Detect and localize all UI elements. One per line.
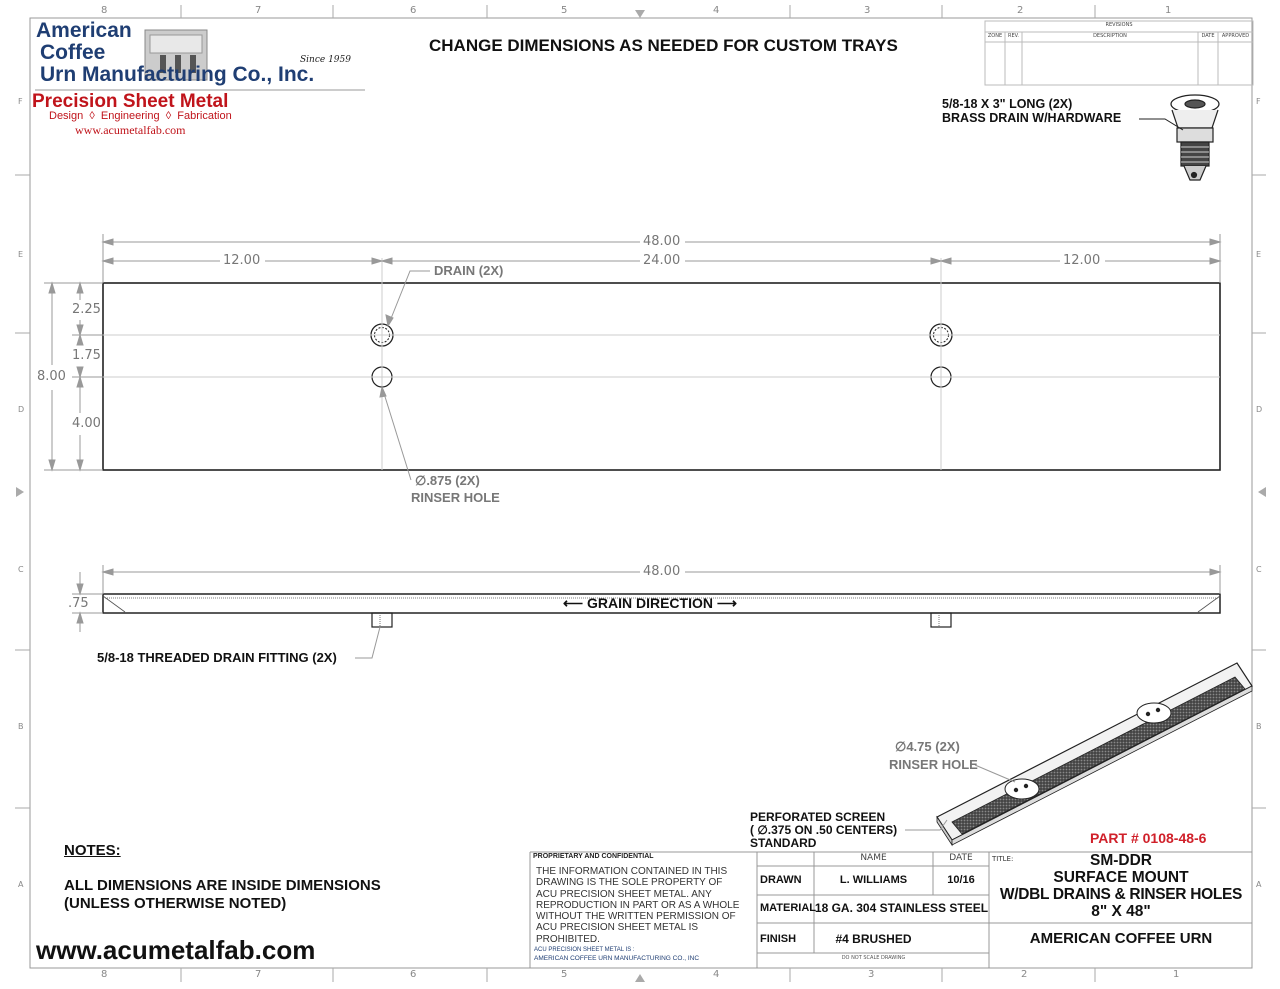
zone-number: 6 <box>410 969 417 980</box>
rinser-large-callout-line1: ∅4.75 (2X) <box>895 739 960 754</box>
zone-letter: E <box>1256 250 1262 259</box>
company-line: AMERICAN COFFEE URN MANUFACTURING CO., INC <box>534 955 700 962</box>
zone-letter: B <box>18 722 24 731</box>
finish-label: FINISH <box>760 933 797 945</box>
rinser-large-callout-line2: RINSER HOLE <box>889 757 978 772</box>
revisions-title: REVISIONS <box>1105 22 1133 28</box>
zone-letter: D <box>18 405 25 414</box>
dim-left-offset: 12.00 <box>223 253 261 268</box>
zone-letter: F <box>1256 97 1261 106</box>
revisions-table-lines <box>985 21 1253 85</box>
zone-letter: D <box>1256 405 1263 414</box>
zone-letter: C <box>1256 565 1262 574</box>
logo-services: Design ◊ Engineering ◊ Fabrication <box>49 110 232 122</box>
zone-number: 2 <box>1017 5 1024 16</box>
rinser-small-callout-line2: RINSER HOLE <box>411 490 500 505</box>
revisions-col-approved: APPROVED <box>1221 33 1250 39</box>
zone-number: 3 <box>868 969 875 980</box>
material-value: 18 GA. 304 STAINLESS STEEL <box>814 901 989 915</box>
zone-number: 1 <box>1173 969 1180 980</box>
zone-letter: A <box>18 880 24 889</box>
logo-url[interactable]: www.acumetalfab.com <box>75 123 186 137</box>
rinser-small-callout-line1: ∅.875 (2X) <box>415 473 480 488</box>
title-line: W/DBL DRAINS & RINSER HOLES <box>999 886 1243 903</box>
grain-direction: ⟵ GRAIN DIRECTION ⟶ <box>563 595 737 611</box>
title-line: SM-DDR <box>1090 852 1152 869</box>
proprietary-line: ACU PRECISION SHEET METAL. ANY <box>536 888 712 900</box>
zone-number: 5 <box>561 969 568 980</box>
notes-line2: (UNLESS OTHERWISE NOTED) <box>64 895 287 912</box>
brass-drain-callout-line1: 5/8-18 X 3" LONG (2X) <box>942 97 1073 111</box>
zone-letter: A <box>1256 880 1262 889</box>
zone-letter: C <box>18 565 24 574</box>
proprietary-line: ACU PRECISION SHEET METAL IS <box>536 922 699 934</box>
notes-line1: ALL DIMENSIONS ARE INSIDE DIMENSIONS <box>64 877 381 894</box>
dim-height: .75 <box>68 596 89 611</box>
dim-drain-to-rinser: 1.75 <box>72 348 101 363</box>
brass-drain-callout-line2: BRASS DRAIN W/HARDWARE <box>942 111 1122 125</box>
company-name: AMERICAN COFFEE URN <box>1029 930 1213 947</box>
name-header: NAME <box>860 853 887 863</box>
drawn-label: DRAWN <box>760 874 802 886</box>
zone-number: 2 <box>1021 969 1028 980</box>
acu-is-line: ACU PRECISION SHEET METAL IS : <box>534 947 635 953</box>
logo-line-coffee: Coffee <box>40 41 106 64</box>
material-label: MATERIAL <box>760 902 817 914</box>
zone-number: 8 <box>101 5 108 16</box>
zone-number: 7 <box>255 969 262 980</box>
zone-number: 7 <box>255 5 262 16</box>
proprietary-line: THE INFORMATION CONTAINED IN THIS <box>536 866 728 877</box>
logo-since: Since 1959 <box>300 55 351 65</box>
zone-number: 4 <box>713 5 720 16</box>
zone-letter: E <box>18 250 24 259</box>
logo-tagline: Precision Sheet Metal <box>32 91 229 112</box>
revisions-col-zone: ZONE <box>987 33 1003 39</box>
part-number: PART # 0108-48-6 <box>1090 830 1207 846</box>
title-label: TITLE: <box>992 855 1014 863</box>
leader-lines <box>380 271 430 480</box>
proprietary-text <box>536 866 739 945</box>
footer-url[interactable]: www.acumetalfab.com <box>36 935 316 965</box>
proprietary-line: PROHIBITED. <box>536 933 600 945</box>
do-not-scale: DO NOT SCALE DRAWING <box>841 955 906 961</box>
drawn-name: L. WILLIAMS <box>839 874 908 886</box>
zone-number: 1 <box>1165 5 1172 16</box>
proprietary-heading: PROPRIETARY AND CONFIDENTIAL <box>533 853 654 860</box>
dim-right-offset: 12.00 <box>1063 253 1101 268</box>
logo-line-american: American <box>36 19 132 42</box>
proprietary-line: WITHOUT THE WRITTEN PERMISSION OF <box>536 911 736 923</box>
revisions-col-rev: REV. <box>1008 33 1019 39</box>
zone-letter: B <box>1256 722 1262 731</box>
dim-side-length: 48.00 <box>643 564 681 579</box>
dim-rinser-to-bottom: 4.00 <box>72 416 101 431</box>
revisions-col-date: DATE <box>1201 33 1215 39</box>
threaded-fitting-callout: 5/8-18 THREADED DRAIN FITTING (2X) <box>97 650 337 665</box>
screen-callout-line1: PERFORATED SCREEN <box>750 810 886 824</box>
dim-overall-width: 8.00 <box>37 369 66 384</box>
revisions-col-description: DESCRIPTION <box>1093 33 1127 39</box>
zone-ticks <box>15 5 1266 982</box>
dim-overall-length: 48.00 <box>643 234 681 249</box>
dim-top-to-drain: 2.25 <box>72 302 101 317</box>
logo-line-urn: Urn Manufacturing Co., Inc. <box>40 63 315 86</box>
zone-number: 8 <box>101 969 108 980</box>
notes-heading: NOTES: <box>64 842 121 859</box>
border-top-numbers <box>0 5 1280 19</box>
zone-number: 6 <box>410 5 417 16</box>
border-bottom-numbers <box>0 969 1280 983</box>
zone-number: 3 <box>864 5 871 16</box>
dim-center-span: 24.00 <box>643 253 681 268</box>
drain-callout: DRAIN (2X) <box>434 263 504 278</box>
title-line: SURFACE MOUNT <box>1053 869 1189 886</box>
center-marks <box>16 10 1266 982</box>
finish-value: #4 BRUSHED <box>835 932 912 946</box>
zone-letter: F <box>18 97 23 106</box>
proprietary-line: DRAWING IS THE SOLE PROPERTY OF <box>536 877 723 889</box>
screen-callout-line3: STANDARD <box>750 836 817 850</box>
brass-drain-illustration <box>1139 95 1219 180</box>
main-title: CHANGE DIMENSIONS AS NEEDED FOR CUSTOM TRAYS <box>429 36 898 55</box>
zone-number: 4 <box>713 969 720 980</box>
proprietary-line: REPRODUCTION IN PART OR AS A WHOLE <box>536 899 740 911</box>
date-header: DATE <box>949 853 973 863</box>
screen-callout-line2: ( ∅.375 ON .50 CENTERS) <box>750 823 898 837</box>
centerlines <box>103 258 1220 470</box>
drawing-title <box>990 852 1252 920</box>
zone-number: 5 <box>561 5 568 16</box>
drawn-date: 10/16 <box>947 874 975 886</box>
sheet-border <box>30 18 1252 968</box>
title-line: 8" X 48" <box>1091 903 1151 920</box>
